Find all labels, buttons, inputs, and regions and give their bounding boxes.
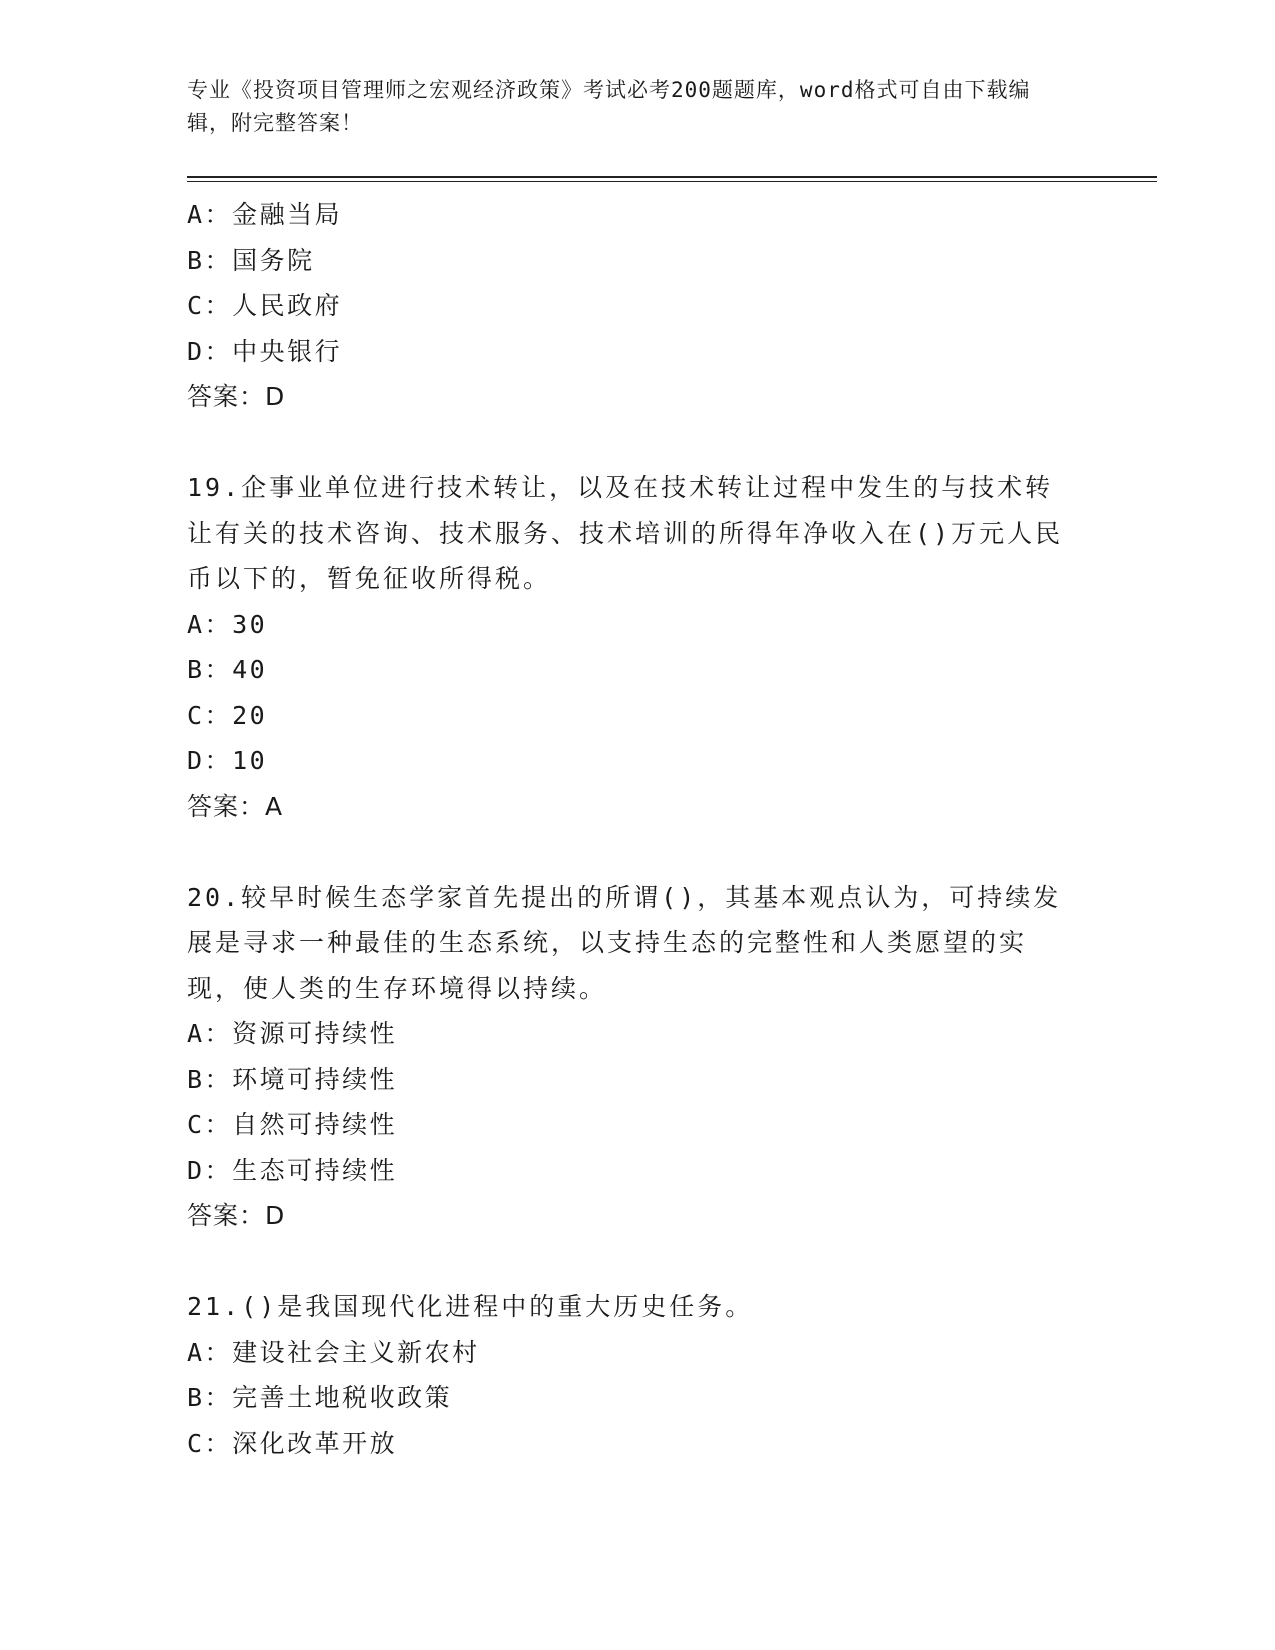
option-b: B：国务院 xyxy=(187,245,315,275)
option-c: C：自然可持续性 xyxy=(187,1110,398,1139)
question-block-19 xyxy=(187,465,1087,829)
document-header: 专业《投资项目管理师之宏观经济政策》考试必考200题题库，word格式可自由下载编辑，附完整答案！ xyxy=(187,78,1031,135)
option-b: B：40 xyxy=(187,655,268,684)
answer-line: 答案：A xyxy=(187,791,284,821)
option-a: A：30 xyxy=(187,609,268,639)
option-d: D：中央银行 xyxy=(187,336,343,366)
answer-line: 答案：D xyxy=(187,382,286,411)
question-block-21 xyxy=(187,1284,1087,1466)
option-b: B：完善土地税收政策 xyxy=(187,1383,453,1412)
question-block-prev xyxy=(187,192,1087,420)
answer-line: 答案：D xyxy=(187,1201,286,1230)
question-list xyxy=(187,192,1087,1466)
option-a: A：资源可持续性 xyxy=(187,1019,398,1048)
option-d: D：生态可持续性 xyxy=(187,1155,398,1185)
option-d: D：10 xyxy=(187,746,268,775)
question-block-20 xyxy=(187,875,1087,1239)
question-text: 19.企事业单位进行技术转让，以及在技术转让过程中发生的与技术转让有关的技术咨询、技术服务、技术培训的所得年净收入在()万元人民币以下的，暂免征收所得税。 xyxy=(187,473,1064,593)
header-rule-thick xyxy=(187,176,1157,178)
option-b: B：环境可持续性 xyxy=(187,1064,398,1094)
question-text: 20.较早时候生态学家首先提出的所谓()，其基本观点认为，可持续发展是寻求一种最佳的生态系统，以支持生态的完整性和人类愿望的实现，使人类的生存环境得以持续。 xyxy=(187,882,1062,1003)
question-text: 21.()是我国现代化进程中的重大历史任务。 xyxy=(187,1292,754,1321)
option-a: A：建设社会主义新农村 xyxy=(187,1337,480,1367)
option-c: C：20 xyxy=(187,700,268,730)
option-c: C：人民政府 xyxy=(187,291,343,320)
option-c: C：深化改革开放 xyxy=(187,1428,398,1458)
header-rule-thin xyxy=(187,181,1157,182)
option-a: A：金融当局 xyxy=(187,200,343,229)
